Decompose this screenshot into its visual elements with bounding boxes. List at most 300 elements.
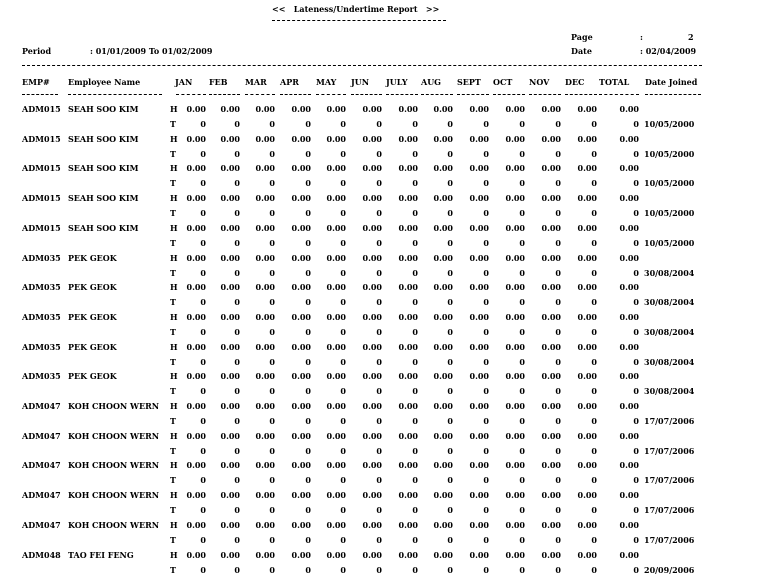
hours-value: 0.00 [541, 163, 561, 173]
times-value: 0 [591, 505, 597, 515]
employee-name: SEAH SOO KIM [68, 163, 139, 173]
hours-value: 0.00 [220, 134, 240, 144]
times-value: 0 [234, 505, 240, 515]
hours-value: 0.00 [291, 253, 311, 263]
column-rule [351, 94, 382, 95]
hours-value: 0.00 [326, 490, 346, 500]
times-value: 0 [340, 238, 346, 248]
hours-value: 0.00 [541, 520, 561, 530]
hours-value: 0.00 [326, 342, 346, 352]
hours-value: 0.00 [619, 134, 639, 144]
times-value: 0 [519, 565, 525, 575]
date-joined: 10/05/2000 [644, 119, 695, 129]
hours-code: H [170, 520, 178, 530]
times-value: 0 [591, 238, 597, 248]
hours-value: 0.00 [398, 520, 418, 530]
employee-name: PEK GEOK [68, 342, 117, 352]
hours-value: 0.00 [326, 253, 346, 263]
hours-code: H [170, 282, 178, 292]
hours-value: 0.00 [577, 371, 597, 381]
employee-id: ADM015 [22, 134, 61, 144]
times-value: 0 [376, 327, 382, 337]
hours-value: 0.00 [577, 253, 597, 263]
hours-code: H [170, 371, 178, 381]
times-value: 0 [269, 446, 275, 456]
hours-value: 0.00 [469, 134, 489, 144]
times-value: 0 [376, 119, 382, 129]
hours-value: 0.00 [469, 223, 489, 233]
hours-value: 0.00 [469, 312, 489, 322]
date-joined: 17/07/2006 [644, 475, 695, 485]
hours-value: 0.00 [541, 460, 561, 470]
employee-id: ADM015 [22, 223, 61, 233]
hours-value: 0.00 [433, 550, 453, 560]
hours-value: 0.00 [619, 490, 639, 500]
times-value: 0 [340, 357, 346, 367]
employee-id: ADM015 [22, 163, 61, 173]
times-value: 0 [269, 505, 275, 515]
hours-value: 0.00 [433, 163, 453, 173]
times-value: 0 [519, 119, 525, 129]
hours-value: 0.00 [469, 104, 489, 114]
hours-value: 0.00 [469, 401, 489, 411]
times-value: 0 [376, 475, 382, 485]
hours-value: 0.00 [255, 282, 275, 292]
times-value: 0 [412, 446, 418, 456]
hours-value: 0.00 [469, 550, 489, 560]
hours-value: 0.00 [186, 371, 206, 381]
times-code: T [170, 119, 176, 129]
hours-value: 0.00 [433, 312, 453, 322]
employee-name: KOH CHOON WERN [68, 431, 160, 441]
page-label: Page [571, 32, 593, 42]
times-value: 0 [447, 178, 453, 188]
times-value: 0 [591, 386, 597, 396]
hours-value: 0.00 [186, 312, 206, 322]
hours-value: 0.00 [469, 490, 489, 500]
hours-value: 0.00 [362, 431, 382, 441]
hours-value: 0.00 [362, 371, 382, 381]
hours-value: 0.00 [220, 342, 240, 352]
hours-value: 0.00 [619, 312, 639, 322]
hours-value: 0.00 [326, 520, 346, 530]
hours-value: 0.00 [326, 550, 346, 560]
times-value: 0 [555, 386, 561, 396]
times-value: 0 [234, 386, 240, 396]
hours-value: 0.00 [541, 104, 561, 114]
times-value: 0 [200, 386, 206, 396]
employee-id: ADM047 [22, 431, 61, 441]
hours-code: H [170, 193, 178, 203]
hours-value: 0.00 [186, 253, 206, 263]
times-value: 0 [340, 119, 346, 129]
times-value: 0 [269, 268, 275, 278]
column-rule [599, 94, 639, 95]
hours-value: 0.00 [398, 104, 418, 114]
hours-value: 0.00 [433, 401, 453, 411]
hours-value: 0.00 [220, 104, 240, 114]
times-value: 0 [591, 565, 597, 575]
hours-value: 0.00 [541, 550, 561, 560]
times-code: T [170, 416, 176, 426]
times-value: 0 [412, 238, 418, 248]
hours-value: 0.00 [186, 550, 206, 560]
times-code: T [170, 268, 176, 278]
hours-value: 0.00 [220, 312, 240, 322]
times-value: 0 [555, 416, 561, 426]
hours-value: 0.00 [220, 193, 240, 203]
hours-value: 0.00 [255, 520, 275, 530]
column-rule [565, 94, 597, 95]
times-value: 0 [340, 505, 346, 515]
hours-value: 0.00 [255, 253, 275, 263]
column-rule [421, 94, 453, 95]
times-value: 0 [200, 565, 206, 575]
times-value: 0 [519, 297, 525, 307]
times-value: 0 [483, 416, 489, 426]
times-value: 0 [555, 535, 561, 545]
times-value: 0 [633, 386, 639, 396]
times-code: T [170, 475, 176, 485]
times-value: 0 [519, 268, 525, 278]
times-value: 0 [376, 386, 382, 396]
times-value: 0 [412, 119, 418, 129]
times-value: 0 [447, 386, 453, 396]
hours-value: 0.00 [505, 104, 525, 114]
hours-value: 0.00 [362, 342, 382, 352]
employee-name: PEK GEOK [68, 371, 117, 381]
hours-value: 0.00 [619, 371, 639, 381]
hours-value: 0.00 [186, 342, 206, 352]
hours-value: 0.00 [398, 253, 418, 263]
hours-value: 0.00 [619, 163, 639, 173]
hours-value: 0.00 [362, 401, 382, 411]
column-header: FEB [209, 77, 228, 87]
times-value: 0 [200, 297, 206, 307]
hours-value: 0.00 [220, 401, 240, 411]
times-value: 0 [305, 208, 311, 218]
times-code: T [170, 505, 176, 515]
times-value: 0 [447, 238, 453, 248]
times-value: 0 [412, 416, 418, 426]
hours-value: 0.00 [291, 223, 311, 233]
hours-value: 0.00 [186, 401, 206, 411]
times-value: 0 [269, 178, 275, 188]
hours-value: 0.00 [255, 342, 275, 352]
column-rule [645, 94, 701, 95]
report-date: : 02/04/2009 [640, 46, 697, 56]
hours-value: 0.00 [220, 431, 240, 441]
times-value: 0 [340, 475, 346, 485]
times-value: 0 [340, 327, 346, 337]
date-joined: 10/05/2000 [644, 178, 695, 188]
employee-name: SEAH SOO KIM [68, 223, 139, 233]
times-value: 0 [591, 446, 597, 456]
times-value: 0 [633, 238, 639, 248]
times-value: 0 [305, 505, 311, 515]
times-value: 0 [591, 475, 597, 485]
hours-value: 0.00 [362, 193, 382, 203]
hours-value: 0.00 [220, 520, 240, 530]
times-value: 0 [591, 208, 597, 218]
hours-value: 0.00 [220, 371, 240, 381]
hours-value: 0.00 [362, 550, 382, 560]
date-joined: 30/08/2004 [644, 297, 695, 307]
hours-value: 0.00 [291, 342, 311, 352]
times-value: 0 [447, 535, 453, 545]
employee-name: SEAH SOO KIM [68, 134, 139, 144]
hours-value: 0.00 [398, 550, 418, 560]
times-value: 0 [305, 238, 311, 248]
times-value: 0 [519, 149, 525, 159]
hours-value: 0.00 [577, 401, 597, 411]
times-value: 0 [412, 386, 418, 396]
employee-name: PEK GEOK [68, 253, 117, 263]
hours-code: H [170, 490, 178, 500]
times-value: 0 [376, 416, 382, 426]
hours-value: 0.00 [577, 431, 597, 441]
times-value: 0 [633, 297, 639, 307]
hours-value: 0.00 [255, 431, 275, 441]
hours-value: 0.00 [433, 193, 453, 203]
times-value: 0 [305, 327, 311, 337]
hours-value: 0.00 [541, 312, 561, 322]
hours-value: 0.00 [398, 282, 418, 292]
employee-id: ADM047 [22, 520, 61, 530]
times-value: 0 [519, 505, 525, 515]
times-value: 0 [591, 119, 597, 129]
hours-value: 0.00 [505, 163, 525, 173]
times-value: 0 [519, 446, 525, 456]
hours-value: 0.00 [220, 490, 240, 500]
times-value: 0 [633, 149, 639, 159]
hours-value: 0.00 [398, 431, 418, 441]
hours-value: 0.00 [505, 490, 525, 500]
hours-value: 0.00 [577, 134, 597, 144]
times-value: 0 [633, 505, 639, 515]
hours-value: 0.00 [619, 550, 639, 560]
employee-name: KOH CHOON WERN [68, 490, 160, 500]
hours-value: 0.00 [541, 134, 561, 144]
times-value: 0 [591, 357, 597, 367]
hours-value: 0.00 [541, 371, 561, 381]
times-code: T [170, 446, 176, 456]
hours-value: 0.00 [619, 223, 639, 233]
hours-value: 0.00 [186, 520, 206, 530]
times-value: 0 [200, 268, 206, 278]
times-value: 0 [591, 178, 597, 188]
hours-value: 0.00 [291, 193, 311, 203]
hours-value: 0.00 [469, 163, 489, 173]
hours-value: 0.00 [577, 460, 597, 470]
date-joined: 30/08/2004 [644, 357, 695, 367]
hours-value: 0.00 [255, 312, 275, 322]
column-rule [22, 94, 58, 95]
column-header: DEC [565, 77, 585, 87]
hours-code: H [170, 223, 178, 233]
times-value: 0 [269, 327, 275, 337]
times-value: 0 [200, 416, 206, 426]
hours-value: 0.00 [398, 371, 418, 381]
times-value: 0 [305, 565, 311, 575]
times-value: 0 [234, 208, 240, 218]
times-value: 0 [483, 119, 489, 129]
times-value: 0 [555, 565, 561, 575]
times-value: 0 [340, 535, 346, 545]
hours-value: 0.00 [186, 282, 206, 292]
column-rule [245, 94, 275, 95]
times-value: 0 [305, 297, 311, 307]
column-rule [68, 94, 162, 95]
hours-value: 0.00 [433, 282, 453, 292]
employee-name: PEK GEOK [68, 312, 117, 322]
date-joined: 10/05/2000 [644, 149, 695, 159]
times-value: 0 [340, 297, 346, 307]
hours-value: 0.00 [362, 460, 382, 470]
hours-value: 0.00 [619, 342, 639, 352]
employee-name: SEAH SOO KIM [68, 104, 139, 114]
times-value: 0 [633, 446, 639, 456]
hours-value: 0.00 [255, 550, 275, 560]
column-header: JAN [175, 77, 193, 87]
hours-value: 0.00 [619, 104, 639, 114]
hours-value: 0.00 [326, 134, 346, 144]
hours-value: 0.00 [326, 163, 346, 173]
times-value: 0 [555, 446, 561, 456]
hours-value: 0.00 [220, 253, 240, 263]
times-value: 0 [483, 475, 489, 485]
hours-value: 0.00 [186, 193, 206, 203]
hours-value: 0.00 [541, 193, 561, 203]
hours-value: 0.00 [291, 401, 311, 411]
times-value: 0 [234, 357, 240, 367]
hours-value: 0.00 [291, 282, 311, 292]
hours-value: 0.00 [255, 401, 275, 411]
hours-value: 0.00 [326, 431, 346, 441]
times-value: 0 [519, 535, 525, 545]
times-value: 0 [447, 475, 453, 485]
times-value: 0 [483, 565, 489, 575]
times-value: 0 [234, 297, 240, 307]
hours-value: 0.00 [619, 282, 639, 292]
times-value: 0 [591, 149, 597, 159]
times-value: 0 [555, 119, 561, 129]
hours-value: 0.00 [398, 490, 418, 500]
hours-value: 0.00 [398, 401, 418, 411]
hours-value: 0.00 [541, 490, 561, 500]
date-label: Date [571, 46, 592, 56]
times-value: 0 [305, 178, 311, 188]
employee-id: ADM015 [22, 104, 61, 114]
page-number: 2 [688, 32, 694, 42]
hours-value: 0.00 [362, 134, 382, 144]
hours-value: 0.00 [291, 460, 311, 470]
times-value: 0 [340, 416, 346, 426]
times-value: 0 [234, 327, 240, 337]
times-value: 0 [234, 119, 240, 129]
times-code: T [170, 238, 176, 248]
hours-value: 0.00 [577, 104, 597, 114]
times-value: 0 [234, 268, 240, 278]
times-value: 0 [555, 297, 561, 307]
column-header: Date Joined [645, 77, 698, 87]
times-value: 0 [555, 327, 561, 337]
hours-value: 0.00 [541, 431, 561, 441]
times-value: 0 [633, 357, 639, 367]
hours-value: 0.00 [291, 490, 311, 500]
hours-value: 0.00 [619, 460, 639, 470]
times-value: 0 [555, 505, 561, 515]
times-value: 0 [269, 416, 275, 426]
hours-value: 0.00 [362, 253, 382, 263]
times-value: 0 [447, 505, 453, 515]
times-value: 0 [412, 475, 418, 485]
times-value: 0 [305, 386, 311, 396]
times-value: 0 [412, 565, 418, 575]
times-value: 0 [269, 565, 275, 575]
hours-value: 0.00 [291, 312, 311, 322]
times-value: 0 [519, 416, 525, 426]
date-joined: 10/05/2000 [644, 238, 695, 248]
hours-value: 0.00 [541, 342, 561, 352]
date-joined: 10/05/2000 [644, 208, 695, 218]
hours-value: 0.00 [577, 193, 597, 203]
hours-value: 0.00 [541, 282, 561, 292]
hours-value: 0.00 [577, 282, 597, 292]
times-value: 0 [305, 535, 311, 545]
employee-id: ADM047 [22, 490, 61, 500]
hours-value: 0.00 [362, 163, 382, 173]
hours-value: 0.00 [619, 253, 639, 263]
times-value: 0 [412, 149, 418, 159]
hours-code: H [170, 312, 178, 322]
hours-value: 0.00 [469, 520, 489, 530]
hours-code: H [170, 104, 178, 114]
hours-value: 0.00 [469, 253, 489, 263]
hours-value: 0.00 [291, 431, 311, 441]
hours-value: 0.00 [255, 134, 275, 144]
period-label: Period [22, 46, 52, 56]
times-value: 0 [376, 178, 382, 188]
times-value: 0 [340, 446, 346, 456]
column-header: TOTAL [599, 77, 630, 87]
hours-value: 0.00 [398, 460, 418, 470]
times-value: 0 [555, 238, 561, 248]
hours-value: 0.00 [433, 253, 453, 263]
times-value: 0 [340, 565, 346, 575]
hours-value: 0.00 [505, 431, 525, 441]
column-header: MAY [316, 77, 337, 87]
times-value: 0 [633, 178, 639, 188]
times-value: 0 [200, 357, 206, 367]
times-value: 0 [376, 208, 382, 218]
hours-value: 0.00 [433, 460, 453, 470]
hours-value: 0.00 [433, 223, 453, 233]
times-value: 0 [447, 357, 453, 367]
employee-name: PEK GEOK [68, 282, 117, 292]
hours-value: 0.00 [541, 253, 561, 263]
employee-id: ADM047 [22, 460, 61, 470]
times-value: 0 [269, 297, 275, 307]
employee-id: ADM035 [22, 312, 61, 322]
times-value: 0 [633, 416, 639, 426]
times-value: 0 [269, 208, 275, 218]
report-title: << Lateness/Undertime Report >> [272, 4, 440, 14]
times-value: 0 [269, 119, 275, 129]
hours-value: 0.00 [255, 371, 275, 381]
times-value: 0 [519, 386, 525, 396]
times-value: 0 [305, 416, 311, 426]
